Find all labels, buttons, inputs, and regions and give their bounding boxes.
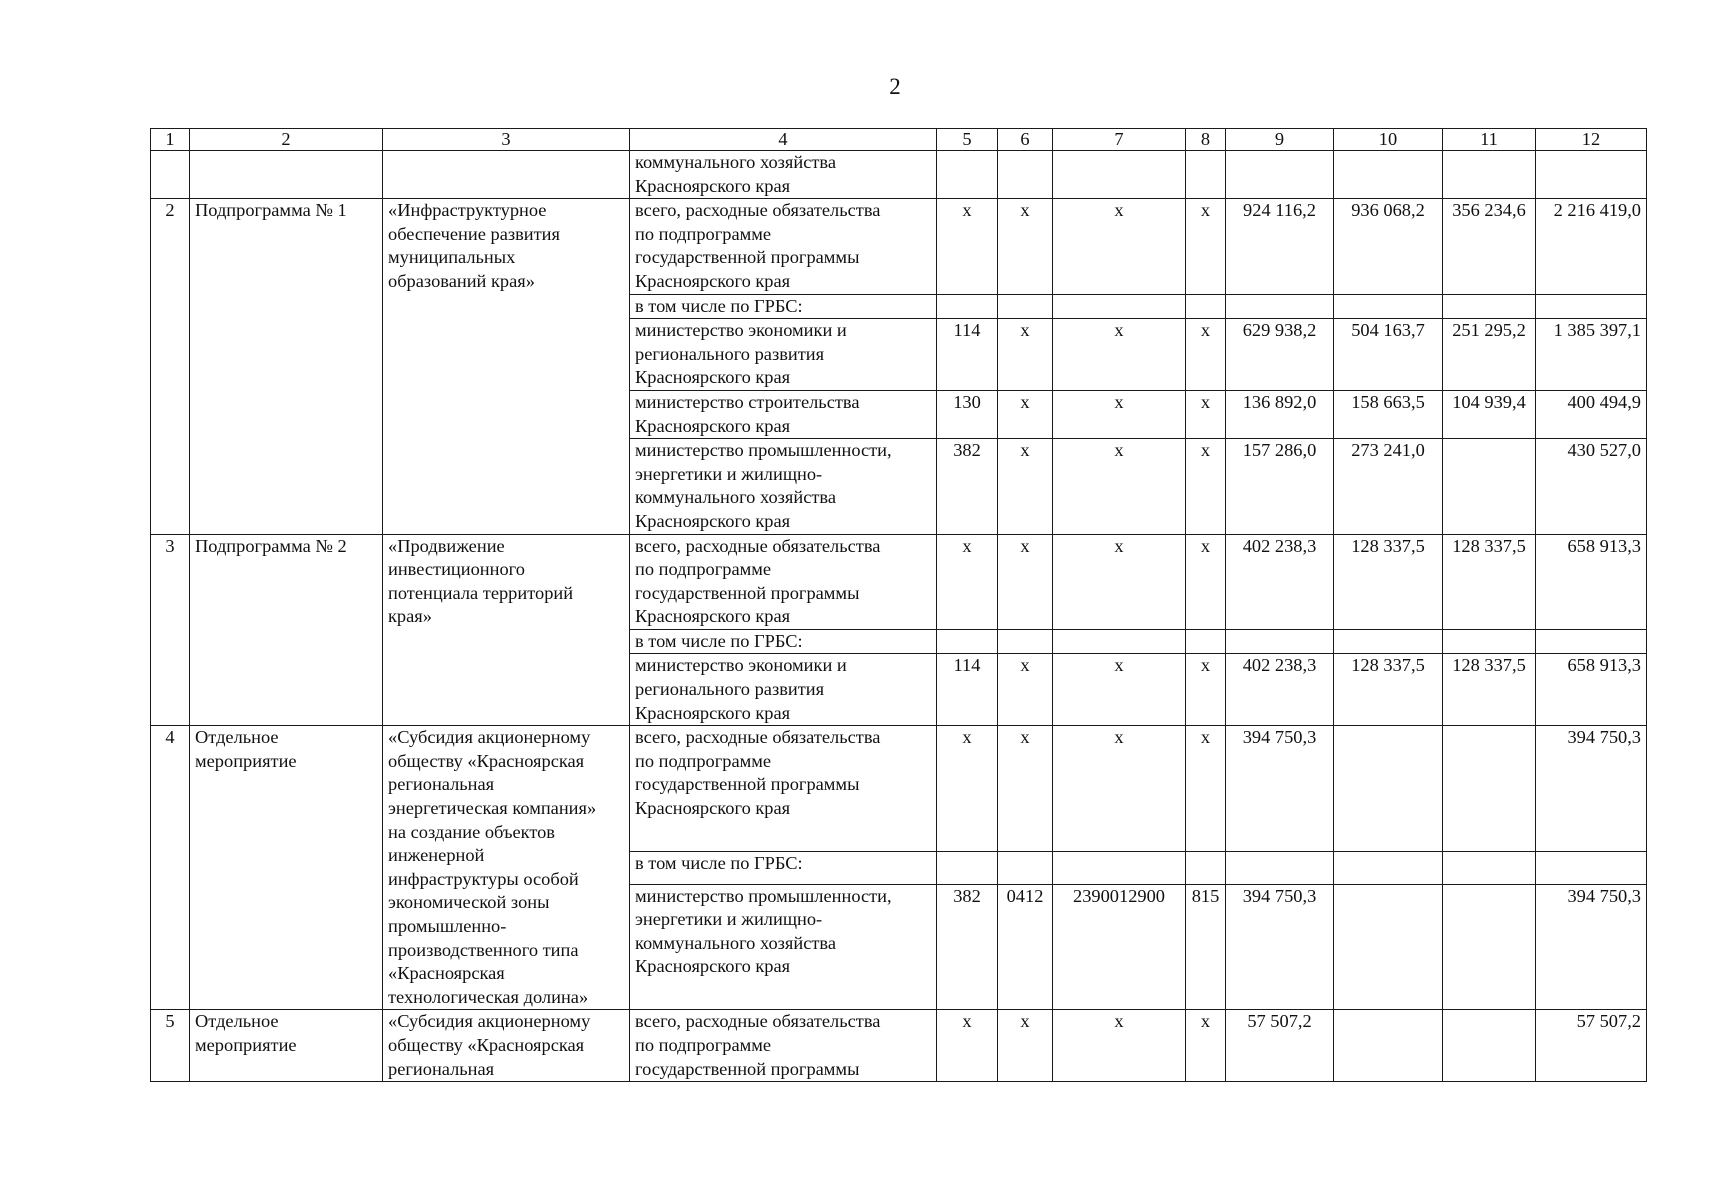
amount-year3: 128 337,5 xyxy=(1443,654,1536,726)
table-row xyxy=(151,726,1647,852)
header-cell: 1 xyxy=(151,129,190,151)
amount-year1: 629 938,2 xyxy=(1226,319,1334,391)
csr-code: x xyxy=(1053,534,1186,629)
grbs-name: министерство промышленности, энергетики и жилищно- коммунального хозяйства Красноярского края xyxy=(630,439,937,534)
amount-year2: 128 337,5 xyxy=(1334,534,1443,629)
grbs-label: в том числе по ГРБС: xyxy=(630,852,937,884)
item-type: Подпрограмма № 1 xyxy=(190,199,383,534)
grbs-code: x xyxy=(937,199,998,294)
vr-code: x xyxy=(1186,1010,1226,1082)
grbs-code: 130 xyxy=(937,390,998,438)
vr-code: 815 xyxy=(1186,884,1226,1010)
rzpr-code: x xyxy=(998,726,1053,852)
header-cell: 10 xyxy=(1334,129,1443,151)
item-type: Отдельное мероприятие xyxy=(190,726,383,1010)
total-label: всего, расходные обязательства по подпрограмме государственной программы xyxy=(630,1010,937,1082)
item-type: Подпрограмма № 2 xyxy=(190,534,383,726)
amount-year2 xyxy=(1334,1010,1443,1082)
amount-year2: 936 068,2 xyxy=(1334,199,1443,294)
row-number: 3 xyxy=(151,534,190,726)
amount-year1: 57 507,2 xyxy=(1226,1010,1334,1082)
amount-total: 1 385 397,1 xyxy=(1536,319,1647,391)
amount-year3: 128 337,5 xyxy=(1443,534,1536,629)
amount-year2: 504 163,7 xyxy=(1334,319,1443,391)
amount-year2: 158 663,5 xyxy=(1334,390,1443,438)
grbs-label: в том числе по ГРБС: xyxy=(630,294,937,319)
header-cell: 7 xyxy=(1053,129,1186,151)
rzpr-code: x xyxy=(998,534,1053,629)
table-row xyxy=(151,1010,1647,1082)
table-row xyxy=(151,534,1647,629)
item-title: «Инфраструктурное обеспечение развития муниципальных образований края» xyxy=(383,199,630,534)
amount-year1: 394 750,3 xyxy=(1226,884,1334,1010)
amount-year2: 128 337,5 xyxy=(1334,654,1443,726)
amount-total: 394 750,3 xyxy=(1536,726,1647,852)
header-cell: 9 xyxy=(1226,129,1334,151)
amount-total: 394 750,3 xyxy=(1536,884,1647,1010)
item-type: Отдельное мероприятие xyxy=(190,1010,383,1082)
csr-code: x xyxy=(1053,319,1186,391)
grbs-name: министерство промышленности, энергетики и жилищно- коммунального хозяйства Красноярского края xyxy=(630,884,937,1010)
rzpr-code: x xyxy=(998,390,1053,438)
csr-code: x xyxy=(1053,390,1186,438)
row-number: 4 xyxy=(151,726,190,1010)
grbs-code: x xyxy=(937,534,998,629)
amount-year3 xyxy=(1443,884,1536,1010)
grbs-name: министерство экономики и регионального развития Красноярского края xyxy=(630,319,937,391)
row-number: 2 xyxy=(151,199,190,534)
csr-code: x xyxy=(1053,726,1186,852)
csr-code: x xyxy=(1053,439,1186,534)
grbs-name: министерство строительства Красноярского края xyxy=(630,390,937,438)
vr-code: x xyxy=(1186,319,1226,391)
amount-year1: 924 116,2 xyxy=(1226,199,1334,294)
page-number: 2 xyxy=(889,74,901,99)
grbs-name: министерство экономики и регионального развития Красноярского края xyxy=(630,654,937,726)
amount-year1: 402 238,3 xyxy=(1226,654,1334,726)
amount-total: 658 913,3 xyxy=(1536,534,1647,629)
amount-year3: 104 939,4 xyxy=(1443,390,1536,438)
amount-total: 57 507,2 xyxy=(1536,1010,1647,1082)
header-cell: 12 xyxy=(1536,129,1647,151)
row-number: 5 xyxy=(151,1010,190,1082)
amount-total: 2 216 419,0 xyxy=(1536,199,1647,294)
vr-code: x xyxy=(1186,390,1226,438)
amount-year2 xyxy=(1334,884,1443,1010)
amount-year1: 394 750,3 xyxy=(1226,726,1334,852)
header-cell: 3 xyxy=(383,129,630,151)
amount-year1: 157 286,0 xyxy=(1226,439,1334,534)
rzpr-code: x xyxy=(998,319,1053,391)
amount-total: 658 913,3 xyxy=(1536,654,1647,726)
grbs-code: x xyxy=(937,1010,998,1082)
header-cell: 8 xyxy=(1186,129,1226,151)
amount-year3: 251 295,2 xyxy=(1443,319,1536,391)
amount-year1: 402 238,3 xyxy=(1226,534,1334,629)
amount-year2 xyxy=(1334,726,1443,852)
amount-year3 xyxy=(1443,1010,1536,1082)
grbs-code: x xyxy=(937,726,998,852)
continuation-text: коммунального хозяйства Красноярского края xyxy=(630,151,937,199)
total-label: всего, расходные обязательства по подпрограмме государственной программы Красноярского края xyxy=(630,199,937,294)
total-label: всего, расходные обязательства по подпрограмме государственной программы Красноярского края xyxy=(630,726,937,852)
item-title: «Продвижение инвестиционного потенциала территорий края» xyxy=(383,534,630,726)
grbs-code: 114 xyxy=(937,654,998,726)
amount-year3 xyxy=(1443,439,1536,534)
header-cell: 11 xyxy=(1443,129,1536,151)
amount-year1: 136 892,0 xyxy=(1226,390,1334,438)
vr-code: x xyxy=(1186,726,1226,852)
vr-code: x xyxy=(1186,654,1226,726)
rzpr-code: 0412 xyxy=(998,884,1053,1010)
amount-year3: 356 234,6 xyxy=(1443,199,1536,294)
header-cell: 2 xyxy=(190,129,383,151)
amount-year3 xyxy=(1443,726,1536,852)
budget-table xyxy=(150,128,1647,1082)
amount-year2: 273 241,0 xyxy=(1334,439,1443,534)
item-title: «Субсидия акционерному обществу «Красноярская региональная xyxy=(383,1010,630,1082)
grbs-code: 382 xyxy=(937,439,998,534)
csr-code: x xyxy=(1053,1010,1186,1082)
vr-code: x xyxy=(1186,199,1226,294)
rzpr-code: x xyxy=(998,199,1053,294)
table-header-row xyxy=(151,129,1647,151)
item-title: «Субсидия акционерному обществу «Красноярская региональная энергетическая компания» на создание объектов инженерной инфраструктуры особой экономической зоны промышленно- производственного типа «Красноярская технологическая долина» xyxy=(383,726,630,1010)
grbs-label: в том числе по ГРБС: xyxy=(630,629,937,654)
rzpr-code: x xyxy=(998,654,1053,726)
amount-total: 430 527,0 xyxy=(1536,439,1647,534)
table-row xyxy=(151,151,1647,199)
header-cell: 6 xyxy=(998,129,1053,151)
vr-code: x xyxy=(1186,439,1226,534)
total-label: всего, расходные обязательства по подпрограмме государственной программы Красноярского края xyxy=(630,534,937,629)
header-cell: 4 xyxy=(630,129,937,151)
csr-code: x xyxy=(1053,654,1186,726)
vr-code: x xyxy=(1186,534,1226,629)
grbs-code: 382 xyxy=(937,884,998,1010)
grbs-code: 114 xyxy=(937,319,998,391)
rzpr-code: x xyxy=(998,439,1053,534)
header-cell: 5 xyxy=(937,129,998,151)
csr-code: x xyxy=(1053,199,1186,294)
table-row xyxy=(151,199,1647,294)
amount-total: 400 494,9 xyxy=(1536,390,1647,438)
csr-code: 2390012900 xyxy=(1053,884,1186,1010)
rzpr-code: x xyxy=(998,1010,1053,1082)
